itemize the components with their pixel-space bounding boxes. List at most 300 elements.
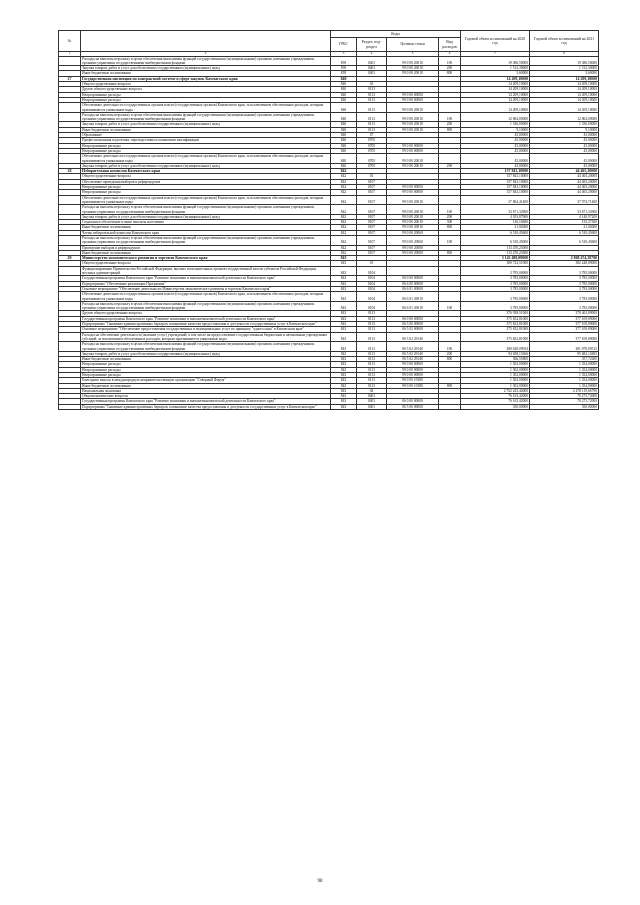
table-row [59,301,599,311]
row-target-article: 06 5 02 00000 [387,327,439,332]
row-razdel: 0104 [357,286,387,291]
row-amount-2020: 14 209,10000 [461,103,530,113]
row-amount-2020: 45,00000 [461,154,530,164]
row-number [59,342,81,352]
row-razdel: 0113 [357,373,387,378]
row-target-article: 99 0 00 20010 [387,154,439,164]
row-target-article: 99 0 00 20060 [387,235,439,245]
row-amount-2020: 4 033,87900 [461,214,530,219]
row-expense-type: 800 [439,250,461,255]
col-csr: Целевая статья [387,38,439,52]
row-expense-type [439,266,461,276]
row-amount-2021: 3 785,00000 [530,301,599,311]
row-amount-2020: 94 658,15266 [461,351,530,356]
row-grbs: 843 [331,378,357,383]
row-name: Расходы на выплаты персоналу в целях обеспечения выполнения функций государственными (муниципальными) органами, казенными учреждениями, органами управления государственными внебюджетными фондами [81,235,331,245]
row-expense-type: 200 [439,214,461,219]
row-grbs: 843 [331,286,357,291]
row-name: Иные бюджетные ассигнования [81,71,331,76]
row-amount-2020: 375 652,81000 [461,332,530,342]
row-amount-2020: 14 209,10000 [461,82,530,87]
row-target-article: 06 5 02 29140 [387,332,439,342]
row-amount-2021: 44 465,20000 [530,169,599,174]
row-amount-2020: 375 652,81000 [461,322,530,327]
row-razdel: 0113 [357,122,387,127]
row-name: Непрограммные расходы [81,373,331,378]
row-razdel: 0705 [357,143,387,148]
row-amount-2021: 45,00000 [530,154,599,164]
row-grbs: 843 [331,281,357,286]
row-amount-2020: 14 209,10000 [461,97,530,102]
row-name: Общегосударственные вопросы [81,174,331,179]
row-amount-2020: 14 209,10000 [461,92,530,97]
row-target-article: 06 5 02 29140 [387,357,439,362]
row-amount-2021: 135,37300 [530,220,599,225]
row-amount-2021: 377 109,89000 [530,332,599,342]
row-expense-type [439,332,461,342]
row-number [59,195,81,205]
table-row [59,266,599,276]
row-razdel: 0113 [357,383,387,388]
row-name: Закупка товаров, работ и услуг для обеспечения государственных (муниципальных) нужд [81,122,331,127]
row-name: Профессиональная подготовка, переподготовка и повышение квалификации [81,138,331,143]
row-target-article: 99 0 00 20010 [387,56,439,66]
row-name: Иные бюджетные ассигнования [81,357,331,362]
row-amount-2020: 366,55800 [461,357,530,362]
row-number [59,301,81,311]
row-name: Основное мероприятие "Обеспечение предоставления государственных и муниципальных услуг по принципу "одного окна" в Камчатском крае" [81,327,331,332]
row-amount-2021: 44 465,20000 [530,174,599,179]
row-expense-type: 100 [439,205,461,215]
row-name: Расходы на выплаты персоналу в целях обеспечения выполнения функций государственными (муниципальными) органами, казенными учреждениями, органами управления государственными внебюджетными фондами [81,56,331,66]
row-name: Расходы на обеспечение деятельности (оказание услуг) учреждений, в том числе на предоставление государственным бюджетным и автономным учреждениям субсидий, за исключением обеспеченных расходов, которым присваиваются уникальные коды [81,332,331,342]
row-amount-2021: 45,00000 [530,143,599,148]
row-amount-2020: 6 510,45600 [461,235,530,245]
row-amount-2021: 1 512,30000 [530,66,599,71]
row-grbs: 840 [331,154,357,164]
row-amount-2021: 14 209,10000 [530,76,599,81]
row-razdel: 0113 [357,112,387,122]
row-target-article: 99 0 00 00000 [387,373,439,378]
row-grbs: 843 [331,388,357,393]
row-amount-2021: 14 209,10000 [530,87,599,92]
row-name: Общеэкономические вопросы [81,394,331,399]
row-amount-2021: 14 209,10000 [530,97,599,102]
row-amount-2020: 2 762 243,44000 [461,388,530,393]
row-razdel: 0401 [357,394,387,399]
row-target-article: 99 0 00 00000 [387,148,439,153]
row-expense-type [439,404,461,409]
row-name: Национальная экономика [81,388,331,393]
row-grbs: 839 [331,66,357,71]
table-row [59,235,599,245]
row-amount-2020: 3,60000 [461,71,530,76]
col-number: № [59,31,81,52]
row-grbs: 843 [331,332,357,342]
row-expense-type: 300 [439,220,461,225]
row-amount-2021: 19 386,50000 [530,56,599,66]
row-grbs: 840 [331,103,357,113]
row-amount-2021: 45,00000 [530,148,599,153]
row-number [59,404,81,409]
row-razdel: 0705 [357,163,387,168]
row-grbs: 842 [331,185,357,190]
row-target-article: 06 5 00 00000 [387,404,439,409]
row-expense-type: 800 [439,225,461,230]
row-amount-2020: 19 386,50000 [461,56,530,66]
row-amount-2021: 377 109,89000 [530,327,599,332]
row-grbs: 843 [331,276,357,281]
row-grbs: 843 [331,394,357,399]
row-razdel: 0107 [357,245,387,250]
row-razdel: 0113 [357,327,387,332]
row-name: Подпрограмма "Обеспечение реализации Программы" [81,281,331,286]
row-name: Закупка товаров, работ и услуг для обеспечения государственных (муниципальных) нужд [81,351,331,356]
row-name: Непрограммные расходы [81,92,331,97]
row-amount-2020: 3 785,00000 [461,281,530,286]
row-grbs: 842 [331,225,357,230]
row-grbs: 843 [331,266,357,276]
row-amount-2020: 45,00000 [461,138,530,143]
row-grbs: 842 [331,195,357,205]
row-target-article: 06 0 00 00000 [387,399,439,404]
row-grbs: 843 [331,261,357,266]
row-razdel: 0107 [357,230,387,235]
row-expense-type: 100 [439,342,461,352]
row-name: Иные бюджетные ассигнования [81,225,331,230]
row-razdel: 0107 [357,214,387,219]
row-grbs: 842 [331,169,357,174]
row-razdel: 0401 [357,56,387,66]
row-razdel: 0104 [357,281,387,286]
row-amount-2020: 1 302,00000 [461,362,530,367]
row-name: Непрограммные расходы [81,185,331,190]
row-name: Расходы на выплаты персоналу в целях обеспечения выполнения функций государственными (муниципальными) органами, казенными учреждениями, органами управления государственными внебюджетными фондами [81,342,331,352]
table-row [59,205,599,215]
row-target-article [387,266,439,276]
row-amount-2020: 3 785,00000 [461,292,530,302]
row-grbs: 840 [331,133,357,138]
row-razdel: 0113 [357,362,387,367]
row-grbs: 843 [331,383,357,388]
col-razdel: Раздел, под-раздел [357,38,387,52]
row-target-article: 99 0 00 20010 [387,66,439,71]
row-amount-2021: 281 070,09515 [530,342,599,352]
row-name: Непрограммные расходы [81,362,331,367]
row-expense-type: 800 [439,383,461,388]
row-number [59,205,81,215]
table-row [59,112,599,122]
row-amount-2020: 3 143 480,08000 [461,256,530,261]
document-page [58,30,598,410]
col-name [81,31,331,52]
row-number [59,235,81,245]
row-name: Подпрограмма "Снижение административных барьеров, повышение качества предоставления и доступности государственных услуг в Камчатском крае" [81,322,331,327]
row-target-article: 99 0 00 20010 [387,205,439,215]
row-razdel: 0104 [357,266,387,276]
row-number [59,292,81,302]
row-grbs: 843 [331,311,357,316]
row-razdel: 0113 [357,127,387,132]
row-amount-2020: 76 163,42000 [461,394,530,399]
row-amount-2021: 2 478 119,66790 [530,388,599,393]
row-razdel: 0107 [357,225,387,230]
row-grbs: 842 [331,250,357,255]
row-amount-2021: 3,60000 [530,71,599,76]
row-grbs: 843 [331,342,357,352]
row-name: Государственная программа Камчатского края "Развитие экономики и внешнеэкономической деятельности Камчатского края" [81,276,331,281]
col-grbs: ГРБС [331,38,357,52]
row-amount-2020: 380 723,51000 [461,261,530,266]
row-name: Ежегодные взносы в международную неправительственную организацию "Северный Форум" [81,378,331,383]
row-razdel: 0113 [357,332,387,342]
row-name: Непрограммные расходы [81,190,331,195]
table-body [59,56,599,409]
row-amount-2020: 157 843,10000 [461,185,530,190]
row-amount-2020: 3 785,00000 [461,276,530,281]
row-grbs: 843 [331,327,357,332]
row-amount-2021: 44 465,20000 [530,179,599,184]
table-row [59,103,599,113]
row-razdel: 0104 [357,292,387,302]
row-number [59,56,81,66]
row-grbs: 843 [331,316,357,321]
row-number [59,154,81,164]
row-target-article: 99 0 00 20080 [387,250,439,255]
row-target-article: 99 0 00 00000 [387,92,439,97]
row-amount-2020: 376 938,51000 [461,311,530,316]
col-vr: Вид расходов [439,38,461,52]
row-expense-type [439,103,461,113]
row-amount-2020: 1 302,00000 [461,367,530,372]
row-name: Социальное обеспечение и иные выплаты населению [81,220,331,225]
row-razdel: 0113 [357,87,387,92]
row-razdel: 0107 [357,205,387,215]
row-expense-type [439,292,461,302]
row-grbs: 843 [331,367,357,372]
row-number [59,112,81,122]
page-number: 98 [317,879,323,884]
row-grbs: 842 [331,245,357,250]
row-name: Проведение выборов и референдумов [81,245,331,250]
row-razdel: 0401 [357,66,387,71]
row-grbs: 842 [331,174,357,179]
row-amount-2021: 33 671,32900 [530,205,599,215]
row-amount-2021: 44 465,20000 [530,185,599,190]
row-grbs: 840 [331,82,357,87]
row-name: Иные бюджетные ассигнования [81,383,331,388]
row-grbs: 843 [331,322,357,327]
table-row [59,154,599,164]
row-amount-2021: 2 868 474,38790 [530,256,599,261]
row-amount-2020: 45,00000 [461,133,530,138]
row-razdel: 0104 [357,276,387,281]
row-amount-2020: 157 843,10000 [461,169,530,174]
row-razdel: 0705 [357,148,387,153]
row-name: Министерство экономического развития и торговли Камчатского края [81,256,331,261]
row-target-article: 06 5 02 29140 [387,342,439,352]
row-razdel: 04 [357,388,387,393]
row-amount-2021: 377 109,89000 [530,316,599,321]
row-razdel: 0113 [357,311,387,316]
row-grbs: 840 [331,138,357,143]
row-name: Другие общегосударственные вопросы [81,311,331,316]
row-amount-2021: 21,04000 [530,225,599,230]
row-grbs: 840 [331,163,357,168]
row-grbs: 842 [331,190,357,195]
row-amount-2020: 33 671,32900 [461,205,530,215]
row-grbs: 843 [331,301,357,311]
row-razdel: 0401 [357,399,387,404]
row-name: Закупка товаров, работ и услуг для обеспечения государственных (муниципальных) нужд [81,163,331,168]
row-name: Общегосударственные вопросы [81,261,331,266]
row-target-article: 99 0 00 20010 [387,127,439,132]
row-razdel: 01 [357,82,387,87]
row-target-article: 99 0 00 20010 [387,195,439,205]
row-razdel: 0104 [357,301,387,311]
row-name: Непрограммные расходы [81,143,331,148]
row-amount-2020: 9,10000 [461,127,530,132]
row-razdel: 01 [357,174,387,179]
row-amount-2021: 382 248,89000 [530,261,599,266]
row-grbs: 843 [331,357,357,362]
row-amount-2021: 3 785,00000 [530,276,599,281]
row-expense-type: 800 [439,71,461,76]
row-target-article: 99 0 00 00000 [387,97,439,102]
row-razdel: 0107 [357,190,387,195]
row-grbs: 840 [331,112,357,122]
row-grbs: 843 [331,292,357,302]
row-razdel: 0113 [357,357,387,362]
row-target-article: 99 0 00 20010 [387,220,439,225]
row-grbs: 840 [331,97,357,102]
row-expense-type: 100 [439,112,461,122]
row-grbs: 839 [331,71,357,76]
row-amount-2021: 3 785,00000 [530,281,599,286]
row-amount-2020: 280 628,09934 [461,342,530,352]
row-grbs: 843 [331,256,357,261]
row-amount-2020: 157 843,10000 [461,174,530,179]
row-grbs: 840 [331,92,357,97]
row-razdel: 0705 [357,154,387,164]
row-target-article: 06 5 00 00000 [387,322,439,327]
row-amount-2020: 14 209,10000 [461,87,530,92]
row-target-article: 99 0 00 20010 [387,122,439,127]
row-razdel: 0401 [357,71,387,76]
row-amount-2021: 350,00000 [530,404,599,409]
row-target-article: 99 0 00 00000 [387,185,439,190]
row-name: Обеспечение проведения выборов и референдумов [81,179,331,184]
row-razdel: 0113 [357,322,387,327]
row-expense-type: 100 [439,301,461,311]
row-amount-2020: 76 163,42000 [461,399,530,404]
row-amount-2020: 375 652,81000 [461,327,530,332]
row-amount-2020: 1 302,00000 [461,383,530,388]
row-target-article: 06 6 01 00000 [387,286,439,291]
row-name: Обеспечение деятельности государственных органов власти (государственных органов) Камчатского края, за исключением обеспеченных расходов, которым присваиваются уникальные коды [81,103,331,113]
row-amount-2021: 37 974,71400 [530,195,599,205]
row-amount-2021: 45,00000 [530,138,599,143]
row-amount-2020: 350,00000 [461,404,530,409]
row-name: Непрограммные расходы [81,148,331,153]
row-amount-2021: 45,00000 [530,133,599,138]
row-amount-2021: 1 354,00000 [530,373,599,378]
row-razdel: 0113 [357,351,387,356]
row-razdel: 0113 [357,92,387,97]
row-amount-2021: 9,10000 [530,127,599,132]
row-amount-2021: 1 354,00000 [530,383,599,388]
row-name: Закупка товаров, работ и услуг для обеспечения государственных (муниципальных) нужд [81,66,331,71]
row-razdel: 0113 [357,316,387,321]
row-target-article: 99 0 00 00000 [387,143,439,148]
row-name: Государственная программа Камчатского края "Развитие экономики и внешнеэкономической деятельности Камчатского края" [81,399,331,404]
row-amount-2020: 157 843,10000 [461,190,530,195]
col-2020: Годовой объем ассигнований на 2020 год [461,31,530,52]
row-amount-2021: 4 140,97200 [530,214,599,219]
row-target-article: 99 0 00 00000 [387,190,439,195]
row-target-article: 99 0 00 20010 [387,112,439,122]
row-amount-2021: 14 209,10000 [530,103,599,113]
row-target-article: 06 0 00 00000 [387,276,439,281]
row-amount-2021: 45,00000 [530,163,599,168]
row-razdel: 0113 [357,97,387,102]
row-amount-2021: 12 864,00000 [530,112,599,122]
table-row [59,292,599,302]
row-amount-2020: 45,00000 [461,143,530,148]
row-razdel: 0113 [357,103,387,113]
budget-table [58,30,599,410]
row-grbs: 843 [331,404,357,409]
row-amount-2021: 3 785,00000 [530,292,599,302]
row-grbs: 843 [331,351,357,356]
row-name: Непрограммные расходы [81,367,331,372]
row-expense-type [439,195,461,205]
row-name: Иные бюджетные ассигнования [81,127,331,132]
row-amount-2020: 45,00000 [461,148,530,153]
row-amount-2020: 37 862,41400 [461,195,530,205]
row-amount-2021: 6 510,45600 [530,230,599,235]
row-grbs: 840 [331,143,357,148]
row-grbs: 842 [331,205,357,215]
row-amount-2021: 378 463,89000 [530,311,599,316]
row-grbs: 840 [331,76,357,81]
row-target-article: 99 0 00 10380 [387,383,439,388]
row-target-article: 06 6 00 00000 [387,281,439,286]
row-razdel: 0113 [357,378,387,383]
row-name: Непрограммные расходы [81,97,331,102]
col-codes: Коды [331,31,461,38]
row-name: Обеспечение деятельности государственных органов власти (государственных органов) Камчатского края, за исключением обеспеченных расходов, которым присваиваются уникальные коды [81,292,331,302]
row-amount-2021: 44 465,20000 [530,190,599,195]
row-amount-2020: 45,00000 [461,163,530,168]
row-grbs: 842 [331,220,357,225]
row-amount-2021: 3 785,00000 [530,286,599,291]
row-name: Расходы на выплаты персоналу в целях обеспечения выполнения функций государственными (муниципальными) органами, казенными учреждениями, органами управления государственными внебюджетными фондами [81,112,331,122]
row-name: Обеспечение деятельности государственных органов власти (государственных органов) Камчатского края, за исключением обеспеченных расходов, которым присваиваются уникальные коды [81,195,331,205]
row-target-article: 99 0 00 20060 [387,230,439,235]
row-amount-2020: 375 652,81000 [461,316,530,321]
row-grbs: 842 [331,214,357,219]
row-amount-2020: 136,16600 [461,220,530,225]
row-expense-type: 200 [439,163,461,168]
row-number: 27 [59,76,81,81]
row-grbs: 839 [331,56,357,66]
row-target-article: 99 0 00 20010 [387,214,439,219]
row-grbs: 843 [331,362,357,367]
row-target-article: 99 0 00 20010 [387,225,439,230]
table-row [59,195,599,205]
row-name: Общегосударственные вопросы [81,82,331,87]
